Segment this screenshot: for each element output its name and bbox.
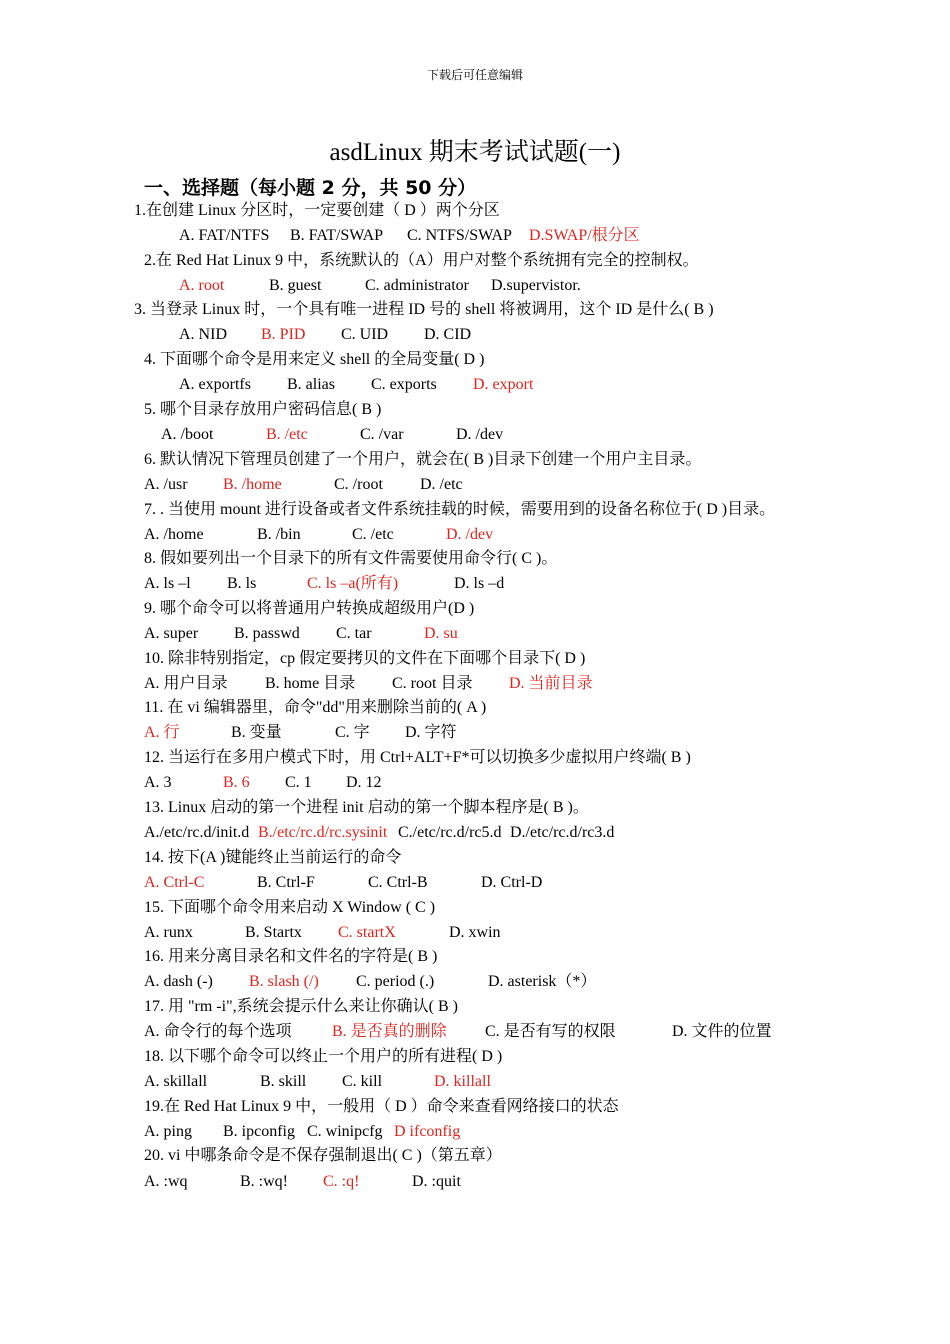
question-18-option-d-answer: D. killall bbox=[434, 1073, 491, 1090]
question-17-text: 17. 用 "rm -i",系统会提示什么来让你确认( B ) bbox=[144, 998, 458, 1015]
question-14-option-a-answer: A. Ctrl-C bbox=[144, 874, 205, 891]
question-19-option-d-answer: D ifconfig bbox=[394, 1123, 461, 1140]
question-3-option-b-answer: B. PID bbox=[261, 326, 306, 343]
question-1-option-c: C. NTFS/SWAP bbox=[407, 227, 512, 244]
question-10-option-b: B. home 目录 bbox=[265, 675, 356, 692]
question-3-text: 3. 当登录 Linux 时，一个具有唯一进程 ID 号的 shell 将被调用，这个 ID 是什么( B ) bbox=[134, 301, 714, 318]
question-7-option-a: A. /home bbox=[144, 526, 204, 543]
question-14-option-c: C. Ctrl-B bbox=[368, 874, 428, 891]
question-13-text: 13. Linux 启动的第一个进程 init 启动的第一个脚本程序是( B )。 bbox=[144, 799, 589, 816]
question-12-option-c: C. 1 bbox=[285, 774, 312, 791]
question-10-option-c: C. root 目录 bbox=[392, 675, 473, 692]
question-10-option-d-answer: D. 当前目录 bbox=[509, 675, 593, 692]
question-11-option-d: D. 字符 bbox=[405, 724, 457, 741]
header-note: 下载后可任意编辑 bbox=[426, 68, 523, 82]
question-16-option-b-answer: B. slash (/) bbox=[249, 973, 319, 990]
question-8-text: 8. 假如要列出一个目录下的所有文件需要使用命令行( C )。 bbox=[144, 550, 558, 567]
question-2-option-a-answer: A. root bbox=[179, 277, 225, 294]
question-3-option-d: D. CID bbox=[424, 326, 472, 343]
question-20-option-c-answer: C. :q! bbox=[323, 1173, 360, 1190]
question-8-option-a: A. ls –l bbox=[144, 575, 191, 592]
question-18-option-b: B. skill bbox=[260, 1073, 307, 1090]
question-2-option-b: B. guest bbox=[269, 277, 322, 294]
question-13-option-a: A./etc/rc.d/init.d bbox=[144, 824, 250, 841]
question-3-option-a: A. NID bbox=[179, 326, 227, 343]
question-6-option-c: C. /root bbox=[334, 476, 383, 493]
question-4-option-c: C. exports bbox=[371, 376, 437, 393]
question-5-option-b-answer: B. /etc bbox=[266, 426, 308, 443]
question-7-option-b: B. /bin bbox=[257, 526, 301, 543]
question-9-option-c: C. tar bbox=[336, 625, 372, 642]
question-14-option-b: B. Ctrl-F bbox=[257, 874, 315, 891]
question-2-option-c: C. administrator bbox=[365, 277, 469, 294]
question-6-text: 6. 默认情况下管理员创建了一个用户，就会在( B )目录下创建一个用户主目录。 bbox=[144, 451, 702, 468]
question-12-option-b-answer: B. 6 bbox=[223, 774, 250, 791]
question-2-text: 2.在 Red Hat Linux 9 中，系统默认的（A）用户对整个系统拥有完全的控制权。 bbox=[144, 252, 699, 269]
question-9-text: 9. 哪个命令可以将普通用户转换成超级用户(D ) bbox=[144, 600, 475, 617]
question-11-option-a-answer: A. 行 bbox=[144, 724, 180, 741]
question-5-text: 5. 哪个目录存放用户密码信息( B ) bbox=[144, 401, 382, 418]
question-11-text: 11. 在 vi 编辑器里，命令"dd"用来删除当前的( A ) bbox=[144, 699, 487, 716]
question-15-option-d: D. xwin bbox=[449, 924, 501, 941]
question-16-text: 16. 用来分离目录名和文件名的字符是( B ) bbox=[144, 948, 438, 965]
question-6-option-a: A. /usr bbox=[144, 476, 188, 493]
question-17-option-c: C. 是否有写的权限 bbox=[485, 1023, 616, 1040]
question-20-option-b: B. :wq! bbox=[240, 1173, 288, 1190]
question-12-option-d: D. 12 bbox=[346, 774, 382, 791]
question-5-option-d: D. /dev bbox=[456, 426, 504, 443]
question-12-option-a: A. 3 bbox=[144, 774, 172, 791]
question-20-option-d: D. :quit bbox=[412, 1173, 461, 1190]
question-1-text: 1.在创建 Linux 分区时，一定要创建（ D ）两个分区 bbox=[134, 202, 500, 219]
question-15-option-b: B. Startx bbox=[245, 924, 302, 941]
question-18-option-a: A. skillall bbox=[144, 1073, 208, 1090]
question-19-option-c: C. winipcfg bbox=[307, 1123, 383, 1140]
question-18-text: 18. 以下哪个命令可以终止一个用户的所有进程( D ) bbox=[144, 1048, 503, 1065]
question-10-option-a: A. 用户目录 bbox=[144, 675, 228, 692]
question-1-option-d-answer: D.SWAP/根分区 bbox=[529, 227, 640, 244]
question-17-option-d: D. 文件的位置 bbox=[672, 1023, 772, 1040]
question-4-option-a: A. exportfs bbox=[179, 376, 251, 393]
question-3-option-c: C. UID bbox=[341, 326, 389, 343]
question-13-option-b-answer: B./etc/rc.d/rc.sysinit bbox=[258, 824, 388, 841]
question-19-text: 19.在 Red Hat Linux 9 中，一般用（ D ）命令来查看网络接口的状态 bbox=[144, 1098, 619, 1115]
question-11-option-b: B. 变量 bbox=[231, 724, 282, 741]
question-14-option-d: D. Ctrl-D bbox=[481, 874, 543, 891]
question-9-option-b: B. passwd bbox=[234, 625, 300, 642]
question-7-option-c: C. /etc bbox=[352, 526, 394, 543]
question-9-option-d-answer: D. su bbox=[424, 625, 458, 642]
question-20-text: 20. vi 中哪条命令是不保存强制退出( C )（第五章） bbox=[144, 1147, 502, 1164]
question-12-text: 12. 当运行在多用户模式下时，用 Ctrl+ALT+F*可以切换多少虚拟用户终端( B ) bbox=[144, 749, 691, 766]
question-5-option-a: A. /boot bbox=[161, 426, 214, 443]
question-11-option-c: C. 字 bbox=[335, 724, 370, 741]
question-15-option-a: A. runx bbox=[144, 924, 193, 941]
question-1-option-b: B. FAT/SWAP bbox=[290, 227, 384, 244]
question-5-option-c: C. /var bbox=[360, 426, 404, 443]
question-7-option-d-answer: D. /dev bbox=[446, 526, 494, 543]
question-10-text: 10. 除非特别指定，cp 假定要拷贝的文件在下面哪个目录下( D ) bbox=[144, 650, 586, 667]
question-16-option-c: C. period (.) bbox=[356, 973, 435, 990]
question-19-option-a: A. ping bbox=[144, 1123, 192, 1140]
question-4-option-d-answer: D. export bbox=[473, 376, 534, 393]
section-heading: 一、选择题（每小题 2 分，共 50 分） bbox=[144, 177, 477, 199]
question-13-option-d: D./etc/rc.d/rc3.d bbox=[510, 824, 615, 841]
question-4-text: 4. 下面哪个命令是用来定义 shell 的全局变量( D ) bbox=[144, 351, 485, 368]
question-6-option-d: D. /etc bbox=[420, 476, 463, 493]
question-16-option-a: A. dash (-) bbox=[144, 973, 213, 990]
question-17-option-b-answer: B. 是否真的删除 bbox=[332, 1023, 447, 1040]
question-4-option-b: B. alias bbox=[287, 376, 335, 393]
question-14-text: 14. 按下(A )键能终止当前运行的命令 bbox=[144, 849, 402, 866]
question-8-option-b: B. ls bbox=[227, 575, 257, 592]
question-6-option-b-answer: B. /home bbox=[223, 476, 282, 493]
question-9-option-a: A. super bbox=[144, 625, 199, 642]
question-1-option-a: A. FAT/NTFS bbox=[179, 227, 270, 244]
question-17-option-a: A. 命令行的每个选项 bbox=[144, 1023, 292, 1040]
question-20-option-a: A. :wq bbox=[144, 1173, 188, 1190]
question-15-text: 15. 下面哪个命令用来启动 X Window ( C ) bbox=[144, 899, 436, 916]
question-2-option-d: D.supervistor. bbox=[491, 277, 581, 294]
page-title: asdLinux 期末考试试题(一) bbox=[329, 139, 621, 166]
question-13-option-c: C./etc/rc.d/rc5.d bbox=[398, 824, 502, 841]
question-16-option-d: D. asterisk（*） bbox=[488, 973, 597, 990]
question-7-text: 7. . 当使用 mount 进行设备或者文件系统挂载的时候，需要用到的设备名称位于( D )目录。 bbox=[144, 501, 776, 518]
question-19-option-b: B. ipconfig bbox=[223, 1123, 295, 1140]
question-8-option-c-answer: C. ls –a(所有) bbox=[307, 575, 399, 592]
question-18-option-c: C. kill bbox=[342, 1073, 383, 1090]
question-15-option-c-answer: C. startX bbox=[338, 924, 396, 941]
question-8-option-d: D. ls –d bbox=[454, 575, 505, 592]
